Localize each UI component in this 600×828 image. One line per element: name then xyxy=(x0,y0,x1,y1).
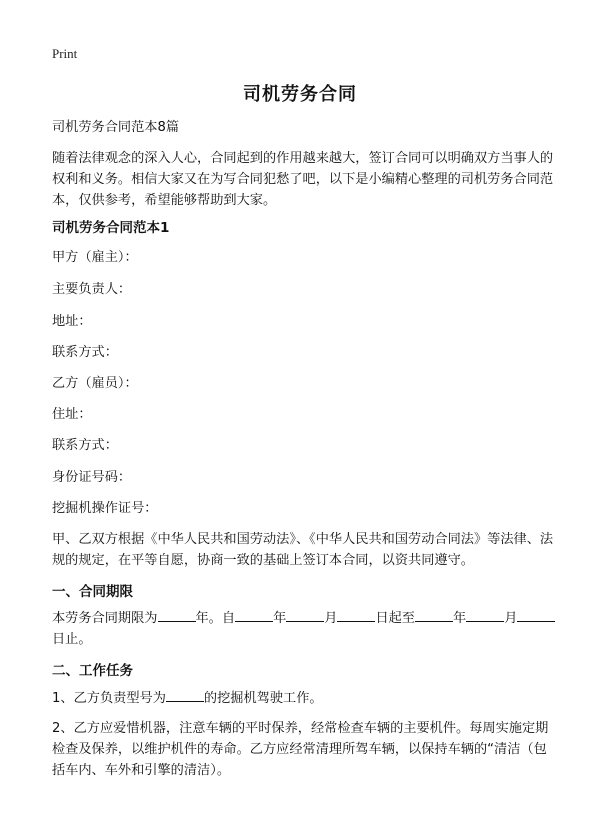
section-heading: 司机劳务合同范本1 xyxy=(52,220,170,236)
blank-line xyxy=(517,609,555,622)
blank-line xyxy=(235,609,273,622)
document-subtitle: 司机劳务合同范本8篇 xyxy=(52,120,180,135)
term-text: 本劳务合同期限为 xyxy=(52,611,158,626)
field-contact-b: 联系方式： xyxy=(52,438,118,453)
term-text: 年 xyxy=(453,611,467,626)
term-text: 月 xyxy=(324,611,338,626)
document-title: 司机劳务合同 xyxy=(243,84,357,105)
field-residence: 住址： xyxy=(52,407,92,422)
term-text: 月 xyxy=(504,611,518,626)
blank-line xyxy=(286,609,324,622)
blank-line xyxy=(166,689,204,702)
field-principal: 主要负责人： xyxy=(52,282,132,297)
term-text: 日止。 xyxy=(52,632,92,647)
blank-line xyxy=(415,609,453,622)
term-text: 日起至 xyxy=(375,611,415,626)
term-text: 年。自 xyxy=(195,611,236,626)
field-address: 地址： xyxy=(52,314,92,329)
field-id-number: 身份证号码： xyxy=(52,470,132,485)
duty-text: 1、乙方负责型号为 xyxy=(52,691,166,706)
duties-heading: 二、工作任务 xyxy=(52,663,133,679)
term-text: 年 xyxy=(273,611,287,626)
blank-line xyxy=(158,609,196,622)
agreement-paragraph: 甲、乙双方根据《中华人民共和国劳动法》、《中华人民共和国劳动合同法》等法律、法规的规定，在平等自愿，协商一致的基础上签订本合同，以资共同遵守。 xyxy=(52,532,554,568)
term-paragraph xyxy=(52,608,556,650)
blank-line xyxy=(337,609,375,622)
intro-paragraph: 随着法律观念的深入人心，合同起到的作用越来越大，签订合同可以明确双方当事人的权利和义务。相信大家又在为写合同犯愁了吧，以下是小编精心整理的司机劳务合同范本，仅供参考，希望能够帮助到大家。 xyxy=(52,151,554,208)
field-contact-a: 联系方式： xyxy=(52,345,118,360)
blank-line xyxy=(466,609,504,622)
duty-item-2: 2、乙方应爱惜机器，注意车辆的平时保养，经常检查车辆的主要机件。每周实施定期检查及保养，以维护机件的寿命。乙方应经常清理所驾车辆，以保持车辆的“清洁（包括车内、车外和引擎的清洁）。 xyxy=(52,721,549,778)
field-operator-license: 挖掘机操作证号： xyxy=(52,501,158,516)
print-link[interactable]: Print xyxy=(52,46,78,61)
duty-item-1 xyxy=(52,688,556,709)
duty-text: 的挖掘机驾驶工作。 xyxy=(203,691,323,706)
term-heading: 一、合同期限 xyxy=(52,584,133,600)
field-party-a: 甲方（雇主）： xyxy=(52,250,138,265)
field-party-b: 乙方（雇员）： xyxy=(52,376,138,391)
